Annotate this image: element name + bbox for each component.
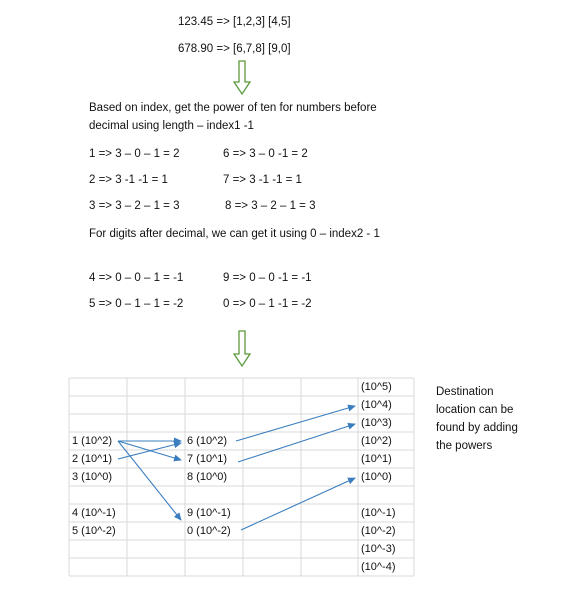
note-line-4: the powers	[436, 440, 493, 452]
col3-item: (10^-4)	[361, 561, 396, 573]
arrow-6-to-10e4	[236, 406, 355, 441]
col1-item: 1 (10^2)	[72, 435, 113, 447]
col3-item: (10^0)	[361, 471, 392, 483]
col3-item: (10^-2)	[361, 525, 396, 537]
col2-item: 8 (10^0)	[187, 471, 228, 483]
calc-before-left-1: 1 => 3 – 0 – 1 = 2	[89, 148, 180, 160]
col3-item: (10^1)	[361, 453, 392, 465]
col1-item: 4 (10^-1)	[72, 507, 116, 519]
note-line-1: Destination	[436, 386, 494, 398]
col3-item: (10^2)	[361, 435, 392, 447]
explanation-after-decimal: For digits after decimal, we can get it using 0 – index2 - 1	[89, 228, 380, 240]
col3-item: (10^3)	[361, 417, 392, 429]
col2-item: 9 (10^-1)	[187, 507, 231, 519]
explanation-before-decimal: Based on index, get the power of ten for numbers before decimal using length – index1 -1	[89, 102, 377, 132]
calc-before-left-3: 3 => 3 – 2 – 1 = 3	[89, 200, 180, 212]
calc-after-left-2: 5 => 0 – 1 – 1 = -2	[89, 298, 184, 310]
example-line-1: 123.45 => [1,2,3] [4,5]	[178, 16, 291, 28]
col3-item: (10^4)	[361, 399, 392, 411]
col1-item: 2 (10^1)	[72, 453, 113, 465]
arrow-7-to-10e3	[238, 424, 355, 462]
calc-after-right-2: 0 => 0 – 1 -1 = -2	[223, 298, 312, 310]
note-line-3: found by adding	[436, 422, 518, 434]
col1-item: 5 (10^-2)	[72, 525, 116, 537]
calc-before-right-1: 6 => 3 – 0 -1 = 2	[223, 148, 308, 160]
calc-after-right-1: 9 => 0 – 0 -1 = -1	[223, 272, 312, 284]
calc-before-left-2: 2 => 3 -1 -1 = 1	[89, 174, 168, 186]
calc-after-left-1: 4 => 0 – 0 – 1 = -1	[89, 272, 184, 284]
col3-item: (10^-3)	[361, 543, 396, 555]
calc-before-right-2: 7 => 3 -1 -1 = 1	[223, 174, 302, 186]
col3-item: (10^-1)	[361, 507, 396, 519]
col2-item: 6 (10^2)	[187, 435, 228, 447]
col2-item: 0 (10^-2)	[187, 525, 231, 537]
col3-item: (10^5)	[361, 381, 392, 393]
note-line-2: location can be	[436, 404, 514, 416]
col1-item: 3 (10^0)	[72, 471, 113, 483]
example-line-2: 678.90 => [6,7,8] [9,0]	[178, 43, 291, 55]
calc-before-right-3: 8 => 3 – 2 – 1 = 3	[225, 200, 316, 212]
col2-item: 7 (10^1)	[187, 453, 228, 465]
